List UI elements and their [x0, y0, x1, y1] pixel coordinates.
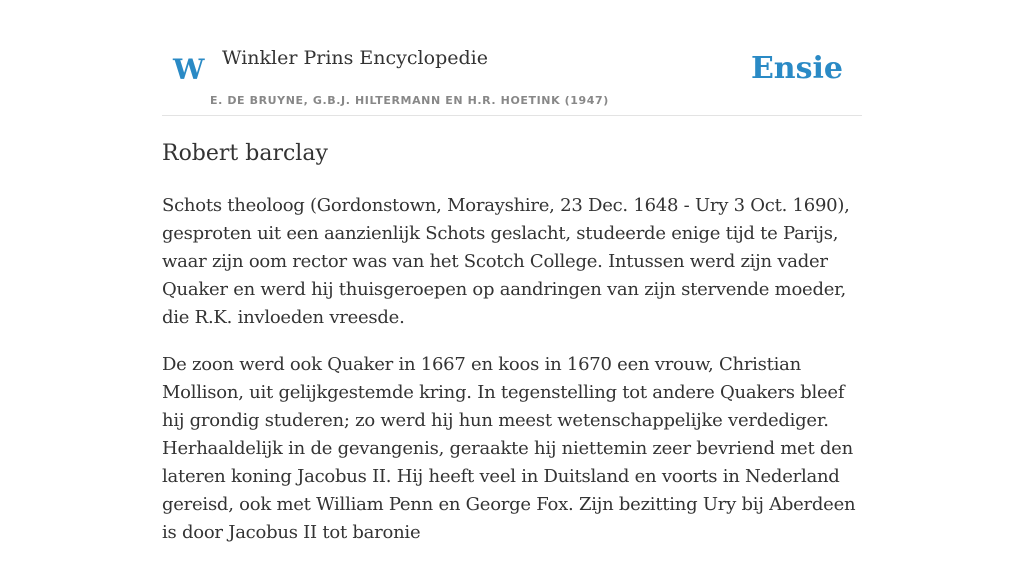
page-header [162, 40, 862, 116]
encyclopedia-title[interactable]: Winkler Prins Encyclopedie [222, 47, 488, 69]
winkler-prins-logo[interactable]: W [173, 53, 205, 86]
encyclopedia-authors: E. DE BRUYNE, G.B.J. HILTERMANN EN H.R. HOETINK (1947) [210, 94, 609, 107]
article-paragraph-1: Schots theoloog (Gordonstown, Morayshire, 23 Dec. 1648 - Ury 3 Oct. 1690), gesproten uit een aanzienlijk Schots geslacht, studeerde enige tijd te Parijs, waar zijn oom rector was van het Scotch College. Intussen werd zijn vader Quaker en werd hij thuisgeroepen op aandringen van zijn stervende moeder, die R.K. invloeden vreesde. [162, 195, 850, 328]
article-title: Robert barclay [162, 141, 328, 166]
article-paragraph-2: De zoon werd ook Quaker in 1667 en koos in 1670 een vrouw, Christian Mollison, uit gelijkgestemde kring. In tegenstelling tot andere Quakers bleef hij grondig studeren; zo werd hij hun meest wetenschappelijke verdediger. Herhaaldelijk in de gevangenis, geraakte hij niettemin zeer bevriend met den lateren koning Jacobus II. Hij heeft veel in Duitsland en voorts in Nederland gereisd, ook met William Penn en George Fox. Zijn bezitting Ury bij Aberdeen is door Jacobus II tot baronie [162, 354, 856, 543]
ensie-logo[interactable]: Ensie [750, 51, 843, 86]
article-body [162, 192, 862, 566]
